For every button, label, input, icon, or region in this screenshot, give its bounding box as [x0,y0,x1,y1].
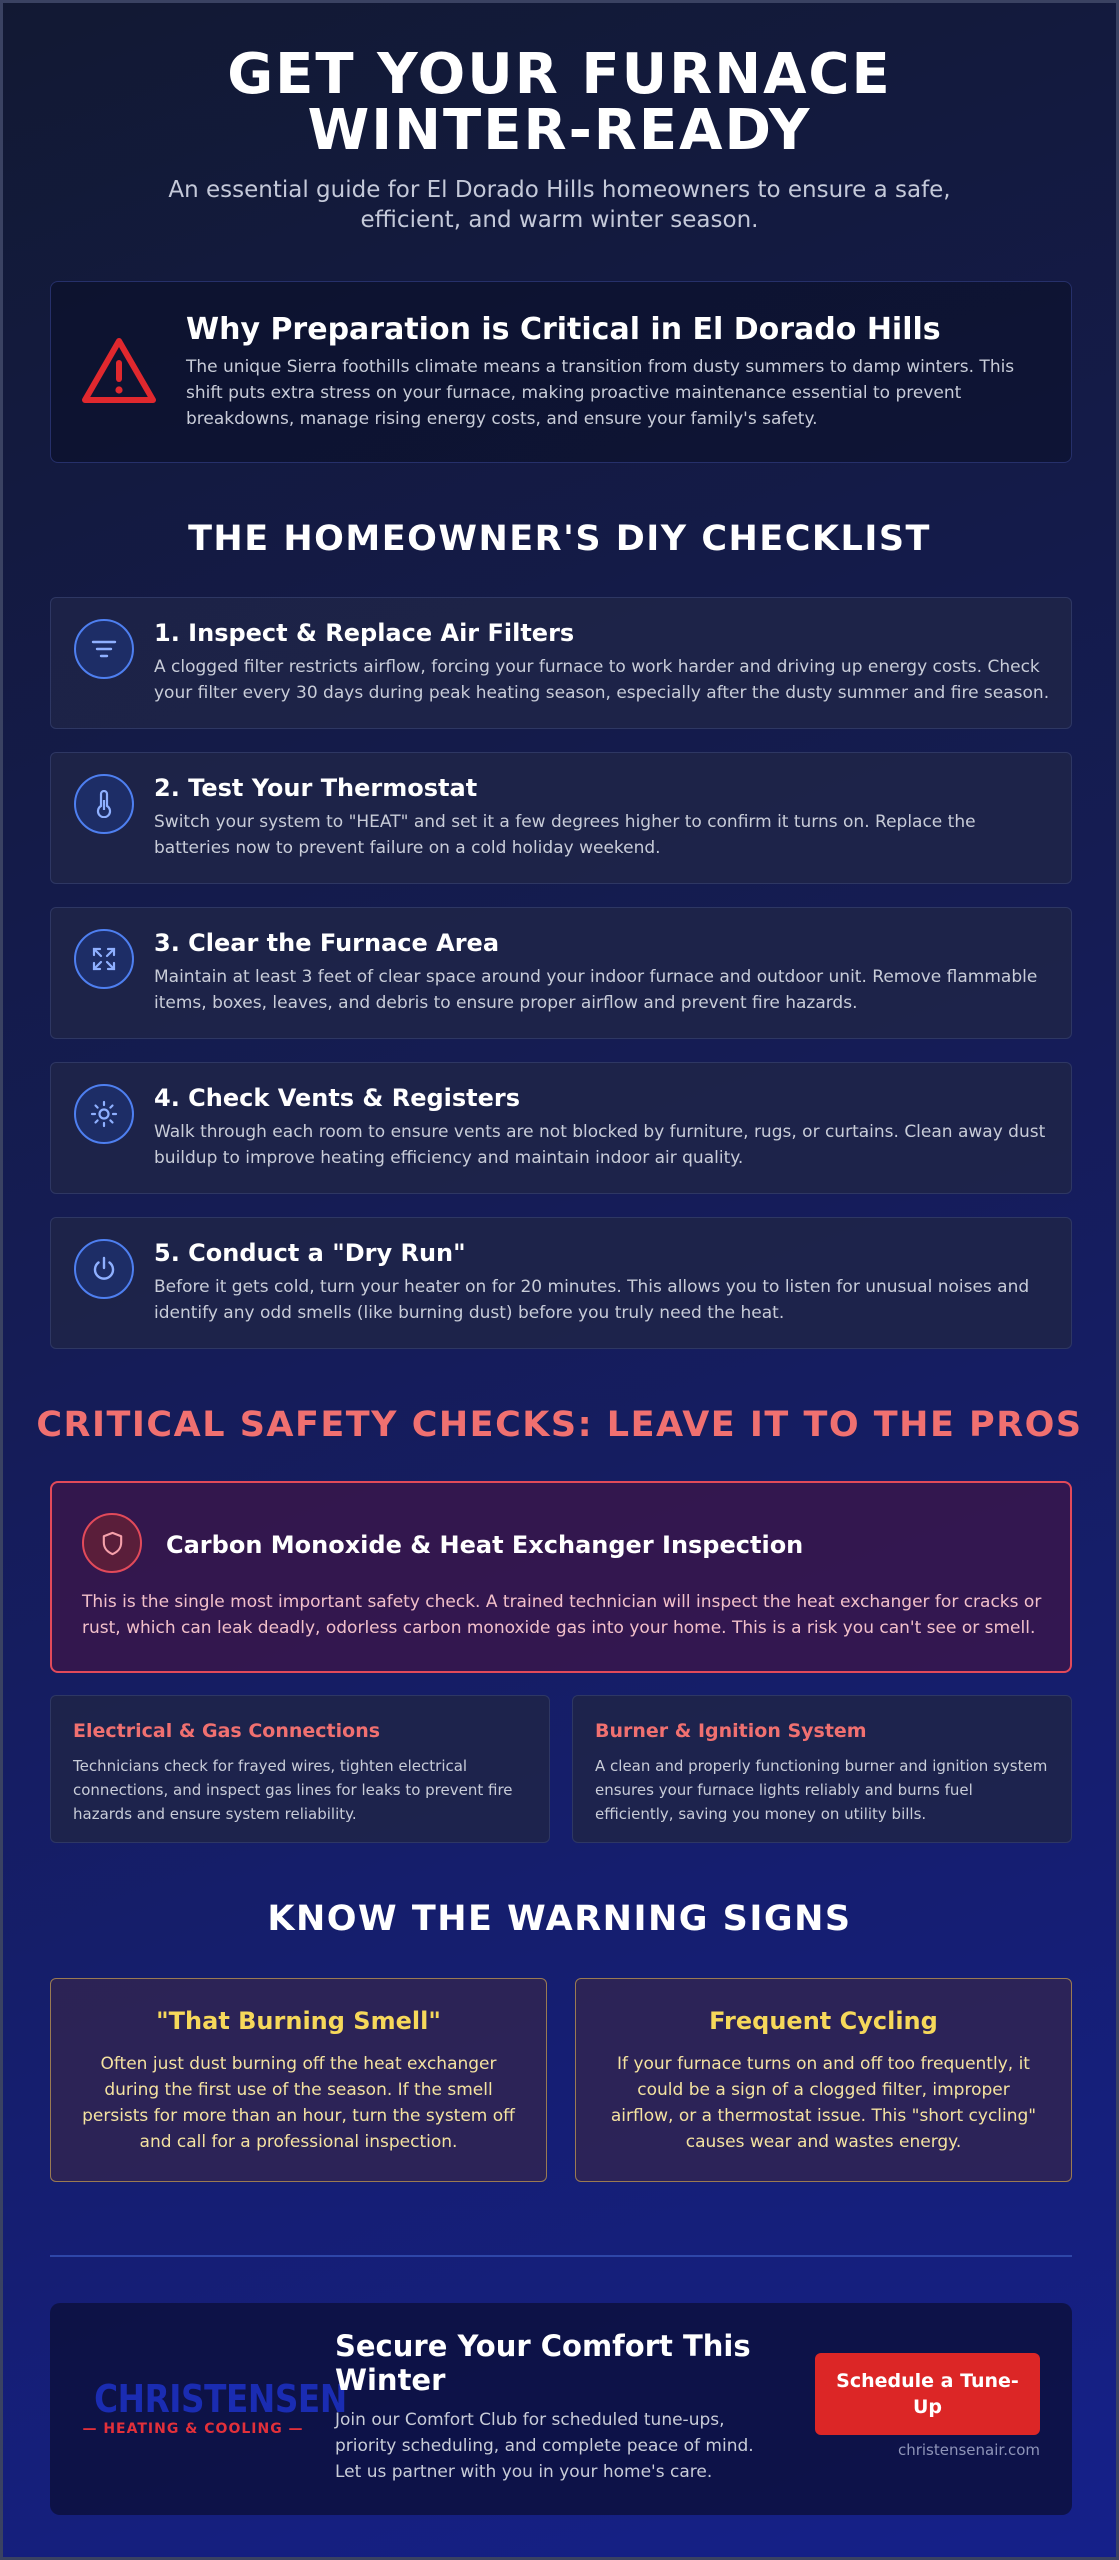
checklist-item-text: Walk through each room to ensure vents are not blocked by furniture, rugs, or curtains. Clean away dust buildup to improve heating efficiency and maintain indoor air quality. [154,1122,1046,1168]
warning-sign-title: Frequent Cycling [709,2007,938,2035]
safety-card-text: A clean and properly functioning burner and ignition system ensures your furnace lights reliably and burns fuel efficiently, saving you money on utility bills. [595,1757,1048,1823]
warning-sign-title: "That Burning Smell" [156,2007,441,2035]
sun-icon [74,1084,134,1144]
website-link[interactable]: christensenair.com [897,2441,1040,2459]
checklist-item-title: 5. Conduct a "Dry Run" [154,1239,466,1267]
co-text: This is the single most important safety check. A trained technician will inspect the heat exchanger for cracks or rust, which can leak deadly, odorless carbon monoxide gas into your home. This is a risk you can't see or smell. [82,1592,1042,1638]
page-title: GET YOUR FURNACE WINTER-READY [227,42,892,163]
why-title: Why Preparation is Critical in El Dorado Hills [186,312,941,347]
checklist-title: THE HOMEOWNER'S DIY CHECKLIST [188,519,931,559]
co-title: Carbon Monoxide & Heat Exchanger Inspection [166,1531,804,1559]
checklist-item-title: 1. Inspect & Replace Air Filters [154,619,575,647]
checklist-item [50,907,1072,1039]
safety-title: CRITICAL SAFETY CHECKS: LEAVE IT TO THE PROS [36,1405,1083,1445]
page-subtitle: An essential guide for El Dorado Hills homeowners to ensure a safe, efficient, and warm winter season. [168,177,951,233]
schedule-tune-up-button[interactable]: Schedule a Tune-Up [815,2353,1040,2435]
cta-text: Join our Comfort Club for scheduled tune-ups, priority scheduling, and complete peace of mind. Let us partner with you in your home's care. [335,2410,754,2482]
checklist-item [50,1217,1072,1349]
why-preparation-card [50,281,1072,463]
filter-icon [74,619,134,679]
safety-card [572,1695,1072,1843]
shield-icon [82,1513,142,1573]
warning-sign-card [50,1978,547,2182]
checklist-item-text: Before it gets cold, turn your heater on for 20 minutes. This allows you to listen for unusual noises and identify any odd smells (like burning dust) before you truly need the heat. [154,1277,1030,1323]
hero [3,3,1116,235]
company-logo [78,2377,347,2437]
checklist-item-text: Switch your system to "HEAT" and set it a few degrees higher to confirm it turns on. Replace the batteries now to prevent failure on a cold holiday weekend. [154,812,976,858]
logo-tagline: — HEATING & COOLING — [82,2421,304,2437]
checklist-item [50,752,1072,884]
divider [50,2255,1072,2257]
warning-sign-text: If your furnace turns on and off too frequently, it could be a sign of a clogged filter, improper airflow, or a thermostat issue. This "short cycling" causes wear and wastes energy. [610,2054,1037,2152]
safety-card-text: Technicians check for frayed wires, tighten electrical connections, and inspect gas lines for leaks to prevent fire hazards and ensure system reliability. [73,1757,513,1823]
safety-card-title: Burner & Ignition System [595,1720,867,1742]
checklist-item-text: Maintain at least 3 feet of clear space around your indoor furnace and outdoor unit. Remove flammable items, boxes, leaves, and debris to ensure proper airflow and prevent fire hazards. [154,967,1038,1013]
co-inspection-card [50,1481,1072,1673]
why-text: The unique Sierra foothills climate means a transition from dusty summers to damp winters. This shift puts extra stress on your furnace, making proactive maintenance essential to prevent breakdowns, manage rising energy costs, and ensure your family's safety. [186,357,1015,429]
safety-card [50,1695,550,1843]
warning-sign-card [575,1978,1072,2182]
cta-title: Secure Your Comfort This Winter [335,2329,751,2397]
expand-arrows-icon [74,929,134,989]
checklist-item-text: A clogged filter restricts airflow, forcing your furnace to work harder and driving up energy costs. Check your filter every 30 days during peak heating season, especially after the dusty summer and fire season. [154,657,1050,703]
safety-card-title: Electrical & Gas Connections [73,1720,381,1742]
warning-sign-text: Often just dust burning off the heat exchanger during the first use of the season. If the smell persists for more than an hour, turn the system off and call for a professional inspection. [82,2054,515,2152]
checklist-item [50,597,1072,729]
thermometer-icon [74,774,134,834]
cta-banner [50,2303,1072,2515]
logo-wordmark: CHRISTENSEN [94,2377,347,2421]
checklist-item-title: 2. Test Your Thermostat [154,774,478,802]
checklist-item-title: 4. Check Vents & Registers [154,1084,521,1112]
power-icon [74,1239,134,1299]
warnings-title: KNOW THE WARNING SIGNS [267,1899,852,1939]
warning-triangle-icon [81,336,157,406]
checklist-item [50,1062,1072,1194]
checklist-item-title: 3. Clear the Furnace Area [154,929,500,957]
